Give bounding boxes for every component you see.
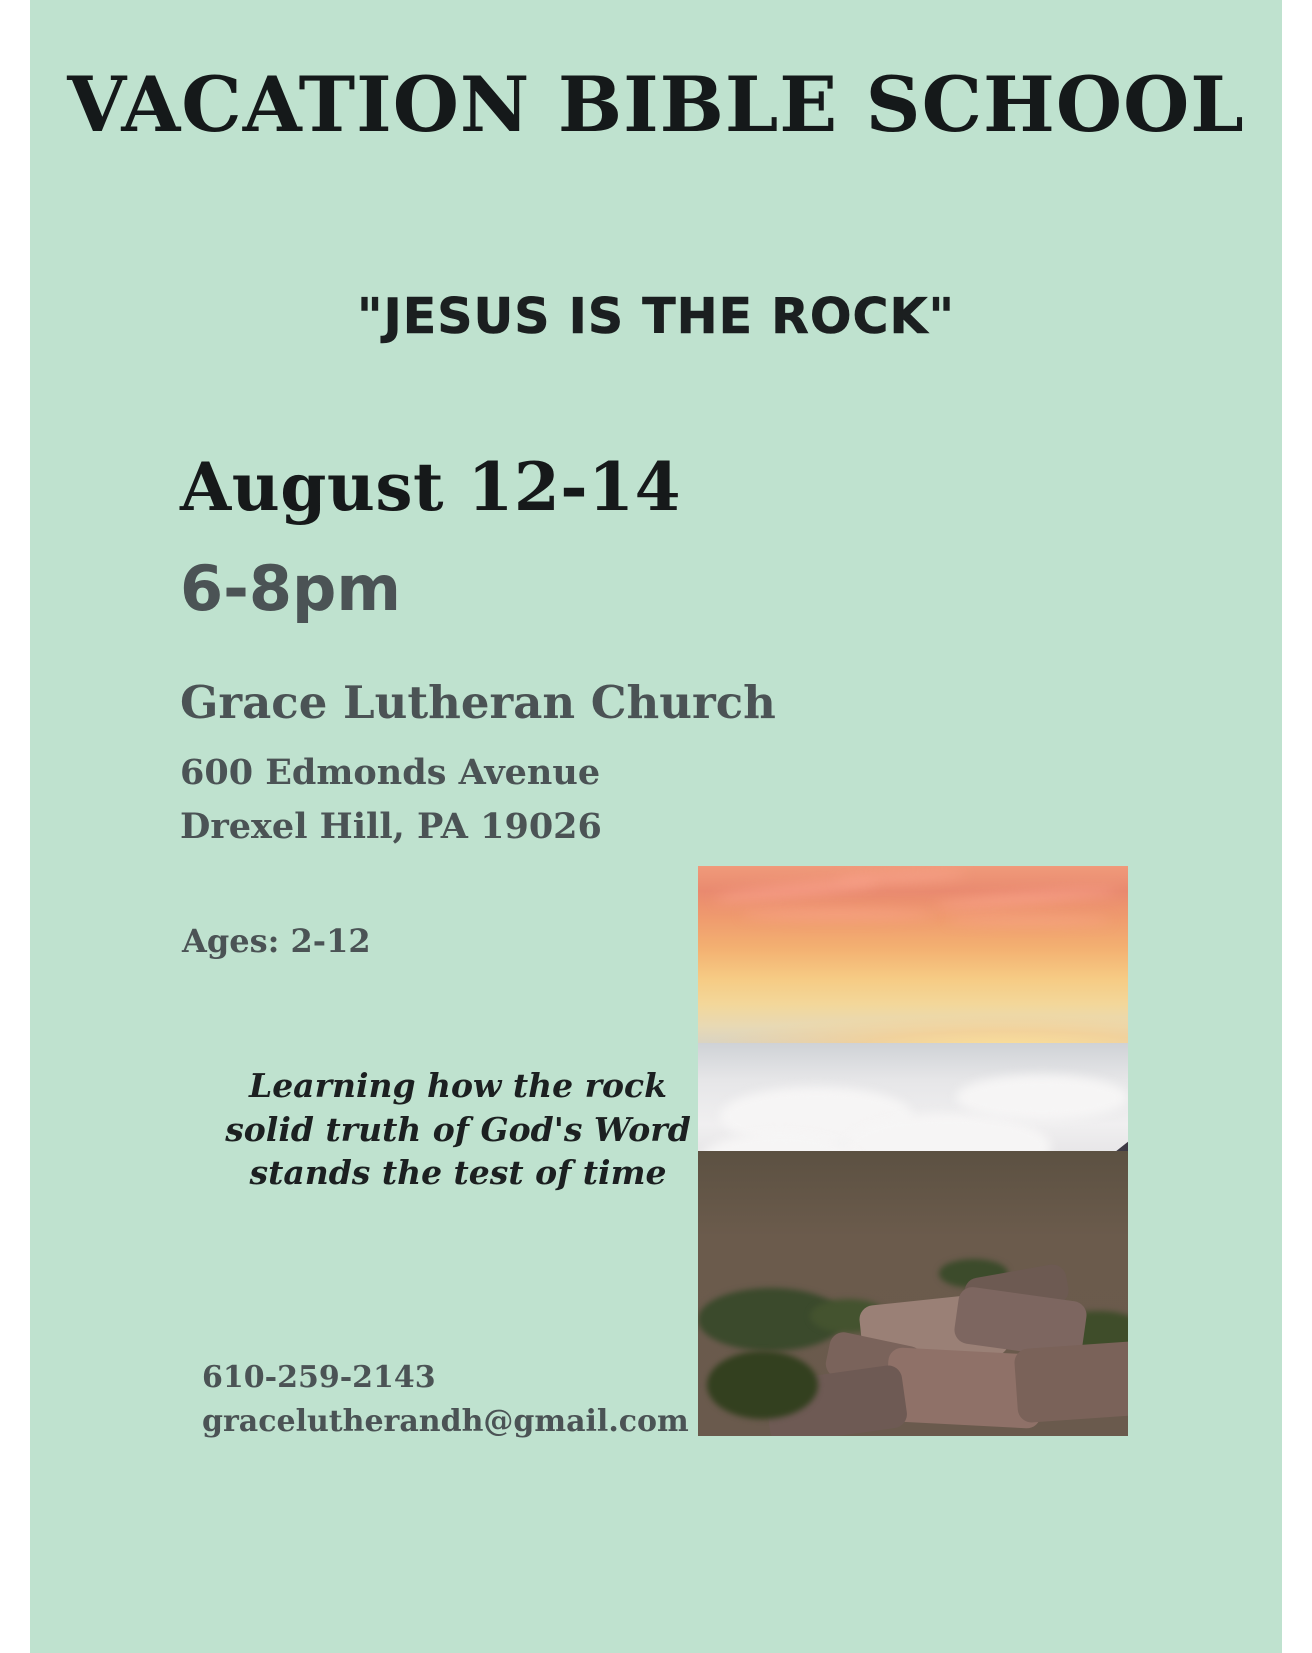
venue-address-line-2: Drexel Hill, PA 19026 [180, 806, 602, 847]
shrub-icon [707, 1351, 819, 1419]
rock [1014, 1340, 1128, 1423]
contact-phone: 610-259-2143 [202, 1360, 436, 1395]
venue-name: Grace Lutheran Church [180, 676, 776, 729]
event-tagline: Learning how the rock solid truth of God's Word stands the test of time [225, 1066, 691, 1193]
venue-address-line-1: 600 Edmonds Avenue [180, 752, 601, 793]
age-range: Ages: 2-12 [182, 922, 371, 960]
foreground-terrain [698, 1151, 1128, 1436]
event-time: 6-8pm [180, 552, 401, 625]
page-title: VACATION BIBLE SCHOOL [67, 60, 1245, 149]
poster-subtitle: "JESUS IS THE ROCK" [356, 288, 956, 345]
vbs-flyer [30, 0, 1282, 1653]
mountain-photo [698, 866, 1128, 1436]
contact-email: gracelutherandh@gmail.com [202, 1404, 689, 1439]
event-date: August 12-14 [180, 448, 682, 526]
page-margin-left [0, 0, 30, 1653]
page-margin-right [1282, 0, 1312, 1653]
